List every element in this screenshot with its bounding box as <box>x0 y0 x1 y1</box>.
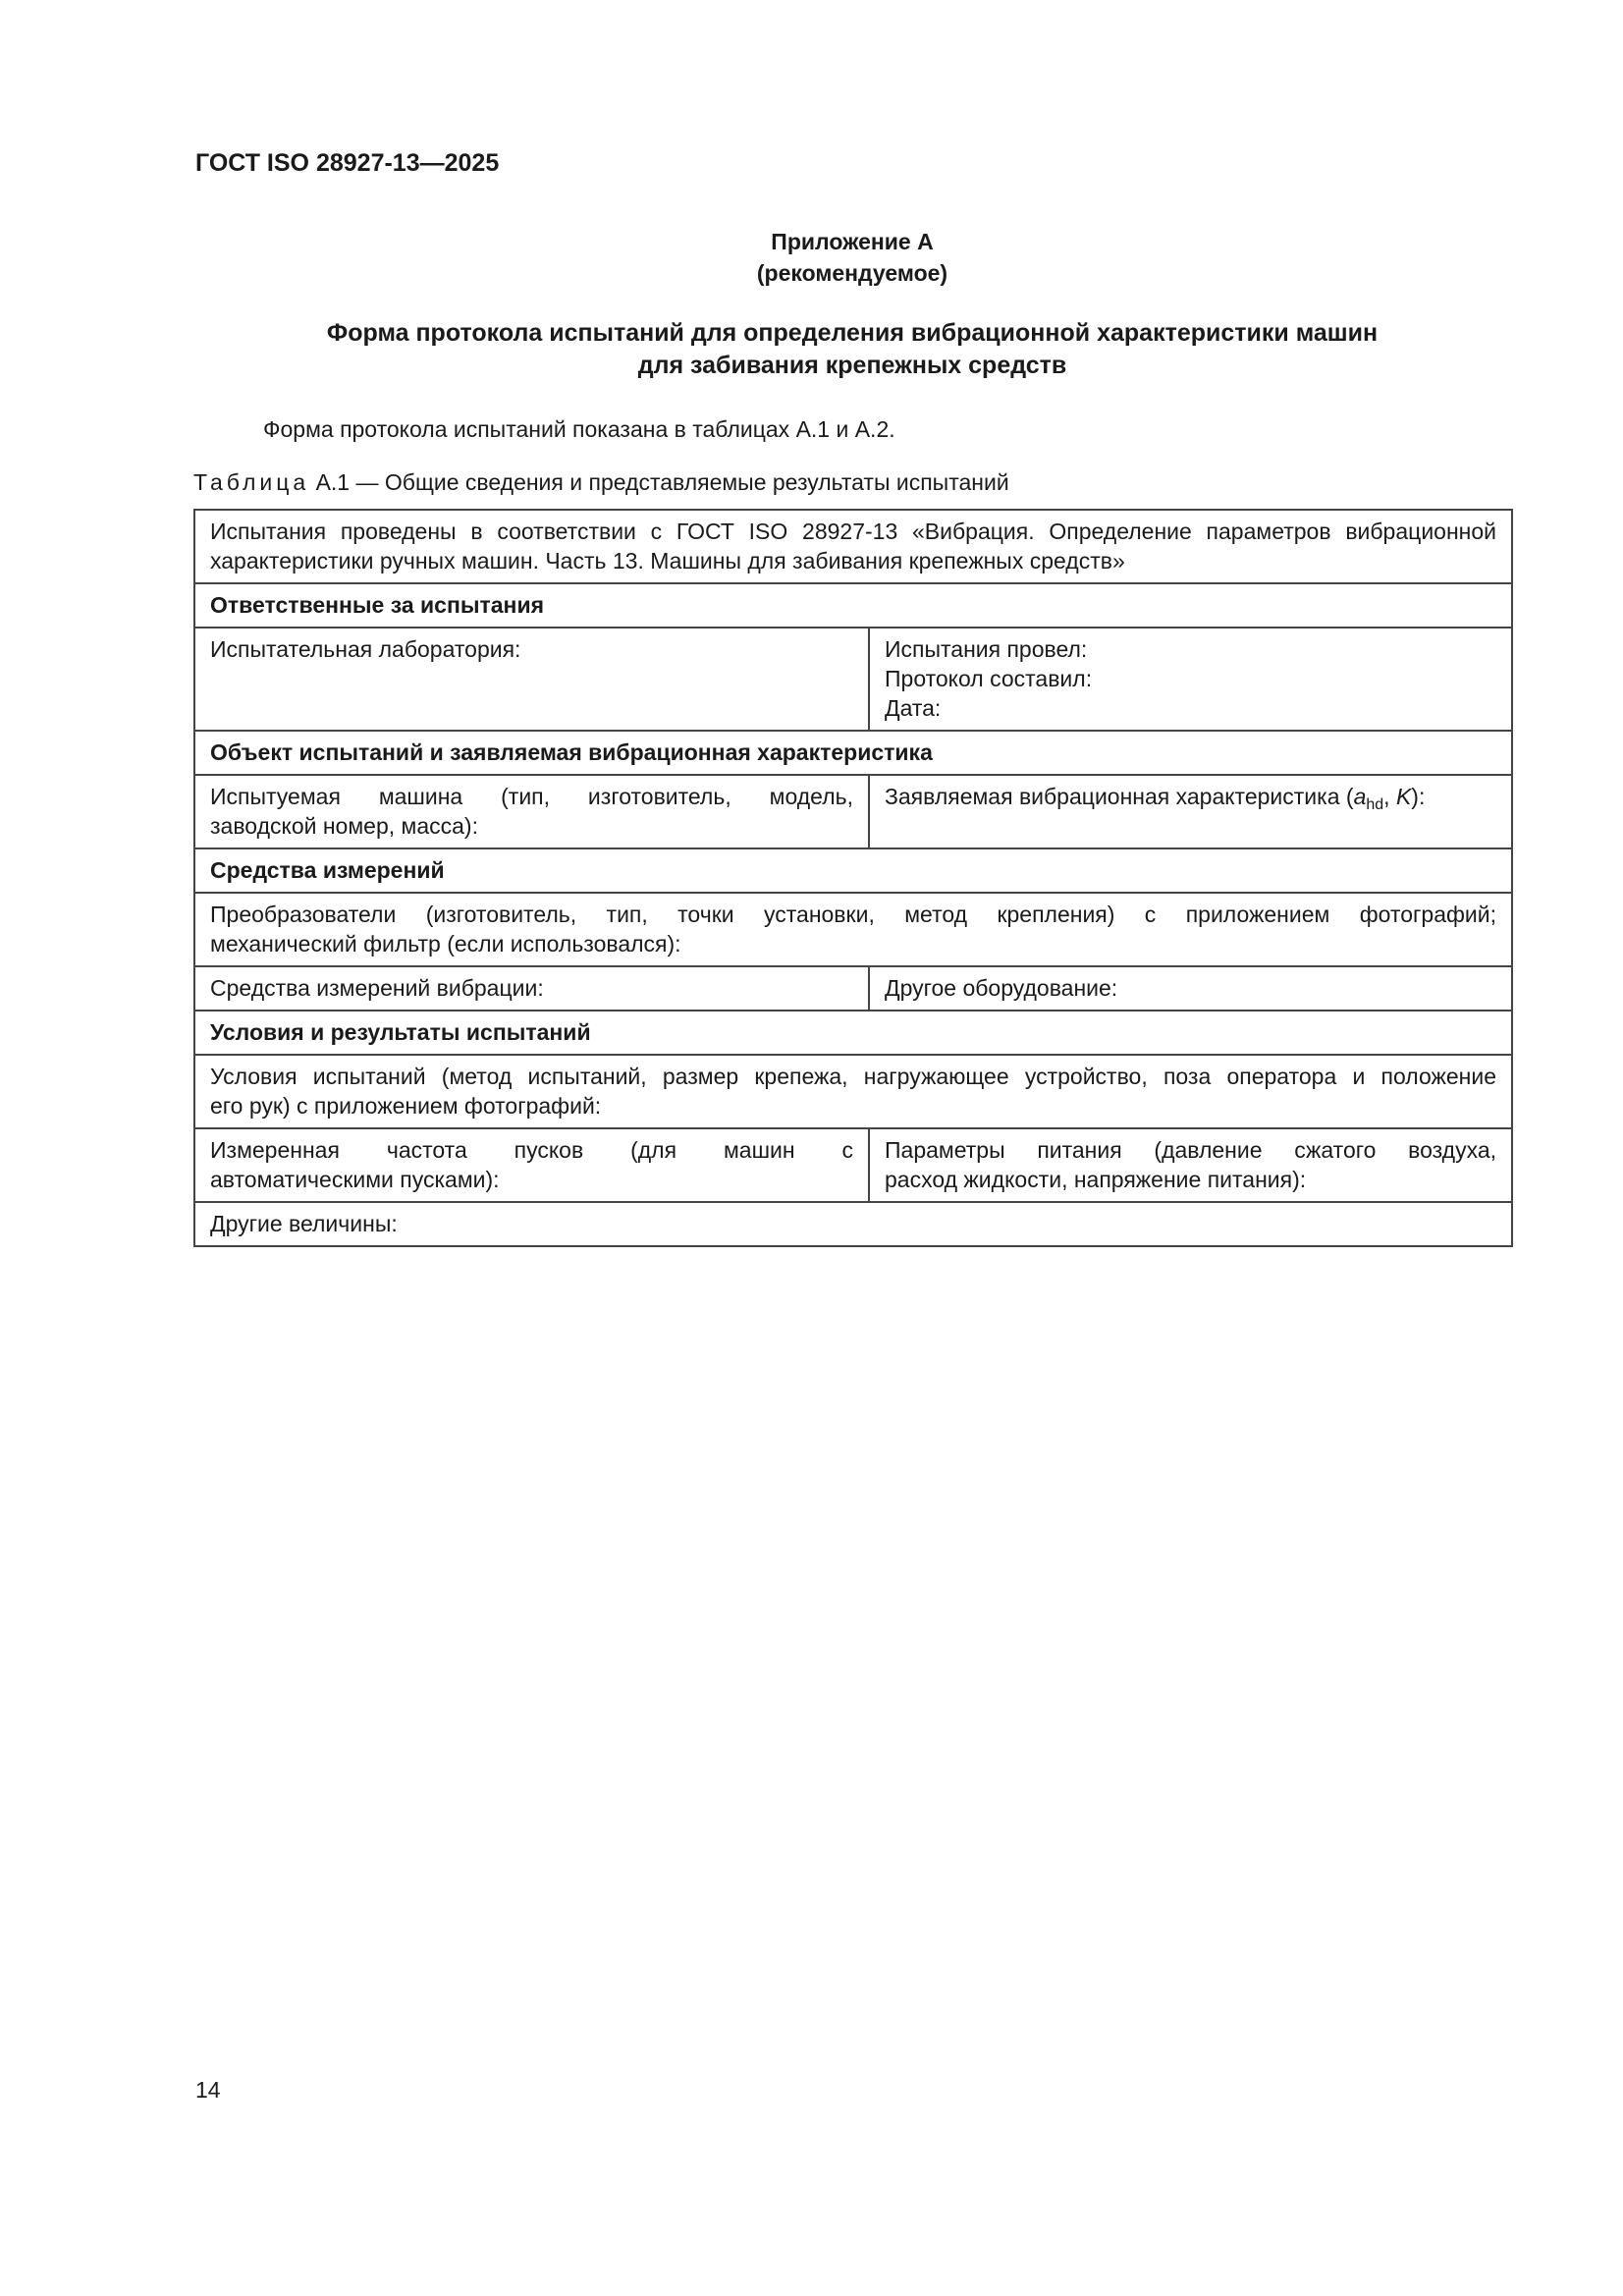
document-code: ГОСТ ISO 28927-13—2025 <box>195 149 500 177</box>
intro-paragraph: Форма протокола испытаний показана в таблицах А.1 и А.2. <box>263 416 895 442</box>
table-row <box>194 1128 1512 1202</box>
conditions-line1: Условия испытаний (метод испытаний, размер крепежа, нагружающее устройство, поза оператора и положение <box>210 1064 1496 1089</box>
section-header-instruments: Средства измерений <box>194 848 1512 893</box>
table-row <box>194 628 1512 731</box>
form-title <box>195 317 1509 382</box>
table-row <box>194 1202 1512 1246</box>
declared-suffix: ): <box>1411 784 1426 809</box>
machine-label-line1: Испытуемая машина (тип, изготовитель, модель, <box>210 784 853 809</box>
transducers-cell <box>194 893 1512 966</box>
power-parameters-cell <box>869 1128 1512 1202</box>
table-caption-text: А.1 — Общие сведения и представляемые результаты испытаний <box>309 469 1009 495</box>
date-label: Дата: <box>885 695 942 721</box>
vibration-instruments-cell: Средства измерений вибрации: <box>194 966 869 1011</box>
standard-reference-cell: Испытания проведены в соответствии с ГОСТ ISO 28927-13 «Вибрация. Определение параметров вибрационной характеристики ручных машин. Часть 13. Машины для забивания крепежных средств» <box>194 510 1512 583</box>
transducers-line1: Преобразователи (изготовитель, тип, точки установки, метод крепления) с приложением фотографий; <box>210 902 1496 927</box>
declared-prefix: Заявляемая вибрационная характеристика ( <box>885 784 1354 809</box>
section-header-conditions: Условия и результаты испытаний <box>194 1011 1512 1055</box>
lab-cell <box>194 628 869 731</box>
table-row <box>194 848 1512 893</box>
table-row <box>194 510 1512 583</box>
section-header-responsible: Ответственные за испытания <box>194 583 1512 628</box>
appendix-title: Приложение А <box>771 229 934 254</box>
lab-label: Испытательная лаборатория: <box>210 636 521 662</box>
other-equipment-cell: Другое оборудование: <box>869 966 1512 1011</box>
section-header-object: Объект испытаний и заявляемая вибрационная характеристика <box>194 731 1512 775</box>
start-frequency-cell <box>194 1128 869 1202</box>
personnel-cell <box>869 628 1512 731</box>
declared-symbol-sub: hd <box>1366 796 1384 813</box>
table-row <box>194 583 1512 628</box>
table-row <box>194 1011 1512 1055</box>
declared-symbol-k: K <box>1395 784 1412 809</box>
declared-symbol-a: a <box>1353 784 1367 809</box>
conducted-label: Испытания провел: <box>885 636 1088 662</box>
form-title-line1: Форма протокола испытаний для определения вибрационной характеристики машин <box>326 319 1379 347</box>
table-row <box>194 893 1512 966</box>
appendix-subtitle: (рекомендуемое) <box>756 260 948 286</box>
protocol-table <box>193 509 1513 1247</box>
form-title-line2: для забивания крепежных средств <box>637 352 1067 379</box>
power-line1: Параметры питания (давление сжатого воздуха, <box>885 1137 1496 1163</box>
frequency-line1: Измеренная частота пусков (для машин с <box>210 1137 853 1163</box>
table-caption-label: Таблица <box>193 469 310 495</box>
table-row <box>194 731 1512 775</box>
table-row <box>194 775 1512 848</box>
machine-label-line2: заводской номер, масса): <box>210 813 478 839</box>
machine-cell <box>194 775 869 848</box>
power-line2: расход жидкости, напряжение питания): <box>885 1167 1307 1192</box>
declared-characteristic-cell <box>869 775 1512 848</box>
appendix-heading <box>195 226 1509 289</box>
declared-mid: , <box>1383 784 1396 809</box>
table-caption <box>193 469 1009 496</box>
table-row <box>194 1055 1512 1128</box>
other-values-cell: Другие величины: <box>194 1202 1512 1246</box>
frequency-line2: автоматическими пусками): <box>210 1167 500 1192</box>
conditions-line2: его рук) с приложением фотографий: <box>210 1093 602 1119</box>
transducers-line2: механический фильтр (если использовался): <box>210 931 681 957</box>
table-row <box>194 966 1512 1011</box>
conditions-cell <box>194 1055 1512 1128</box>
page-number: 14 <box>195 2077 221 2103</box>
protocol-by-label: Протокол составил: <box>885 666 1093 691</box>
